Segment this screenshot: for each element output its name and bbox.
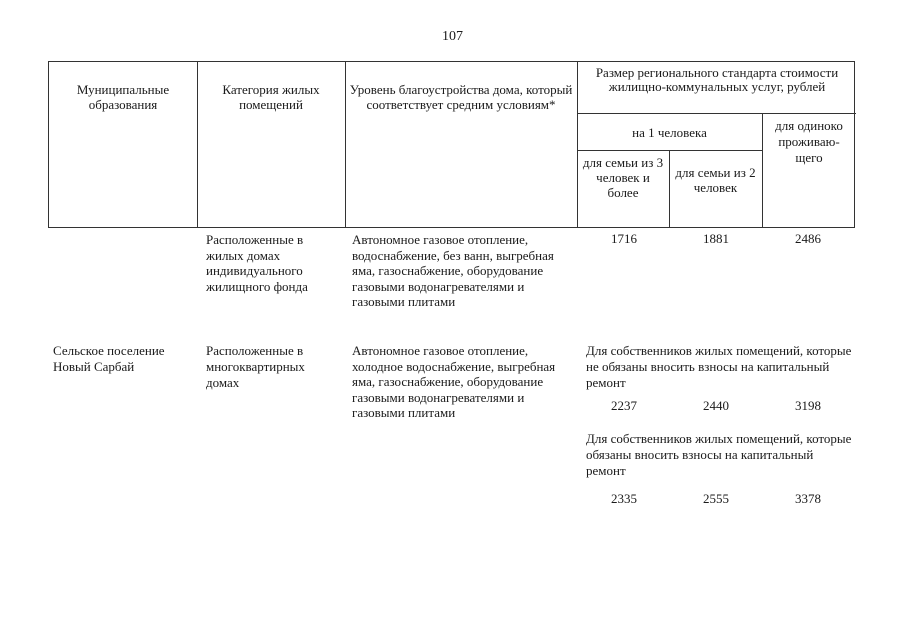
row2-group2-label: Для собственников жилых помещений, которые обязаны вносить взносы на капитальный ремонт	[586, 431, 852, 478]
table-header	[48, 61, 855, 228]
header-level: Уровень благоустройства дома, который соответствует средним условиям*	[349, 82, 573, 112]
header-category: Категория жилых помещений	[222, 82, 320, 112]
header-divider	[577, 113, 856, 114]
row2-level: Автономное газовое отопление, холодное водоснабжение, выгребная яма, газоснабжение, оборудование газовыми водонагревателями и газовыми плитами	[352, 343, 556, 420]
header-divider	[345, 62, 346, 227]
header-size-title: Размер регионального стандарта стоимости жилищно-коммунальных услуг, рублей	[595, 65, 839, 94]
row2-municipality: Сельское поселение Новый Сарбай	[53, 343, 165, 374]
row1-value-family3: 1716	[611, 231, 637, 246]
header-family3: для семьи из 3 человек и более	[582, 155, 664, 200]
header-divider	[197, 62, 198, 227]
row2-group2-value-family3: 2335	[611, 491, 637, 506]
row2-group1-value-family3: 2237	[611, 398, 637, 413]
header-divider	[669, 150, 670, 227]
row2-group1-label: Для собственников жилых помещений, которые не обязаны вносить взносы на капитальный ремонт	[586, 343, 852, 390]
header-divider	[577, 62, 578, 227]
header-family2: для семьи из 2 человек	[675, 165, 756, 195]
row1-value-single: 2486	[795, 231, 821, 246]
row2-group1-value-single: 3198	[795, 398, 821, 413]
row2-group1-value-family2: 2440	[703, 398, 729, 413]
header-per-person: на 1 человека	[632, 125, 707, 140]
row2-group2-value-single: 3378	[795, 491, 821, 506]
row1-level: Автономное газовое отопление, водоснабжение, без ванн, выгребная яма, газоснабжение, оборудование газовыми водонагревателями и газовыми плитами	[352, 232, 554, 309]
header-single: для одиноко проживаю-щего	[775, 118, 843, 165]
header-divider	[762, 113, 763, 227]
row1-value-family2: 1881	[703, 231, 729, 246]
row2-group2-value-family2: 2555	[703, 491, 729, 506]
header-municipalities: Муниципальные образования	[76, 82, 170, 112]
row1-category: Расположенные в жилых домах индивидуального жилищного фонда	[206, 232, 308, 294]
row2-category: Расположенные в многоквартирных домах	[206, 343, 305, 390]
page-number: 107	[442, 29, 463, 44]
